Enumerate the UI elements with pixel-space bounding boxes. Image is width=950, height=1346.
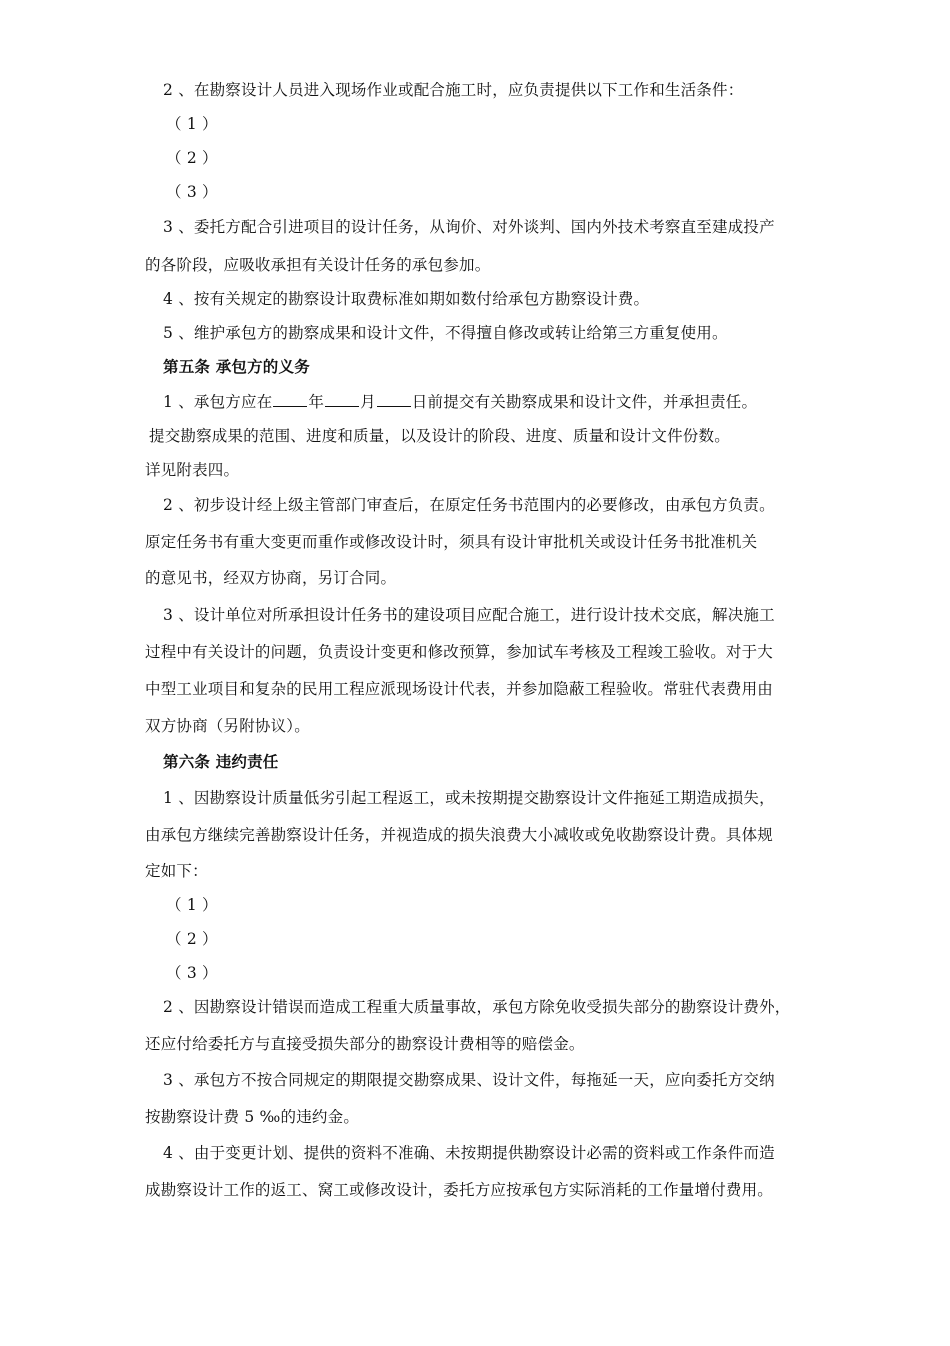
s6-item1-line2: 由承包方继续完善勘察设计任务，并视造成的损失浪费大小减收或免收勘察设计费。具体规 [145,826,774,844]
s5-item1-month: 月 [360,393,376,411]
s5-item1-line1 [163,392,843,412]
s5-item1-year: 年 [308,393,325,411]
s4-item2: 2 、在勘察设计人员进入现场作业或配合施工时，应负责提供以下工作和生活条件： [163,81,744,99]
s4-sub1: （ 1 ） [166,115,218,133]
s4-sub2: （ 2 ） [166,149,218,167]
month-blank [325,392,359,407]
s4-item3-line2: 的各阶段，应吸收承担有关设计任务的承包参加。 [145,256,491,274]
s4-sub3: （ 3 ） [166,183,218,201]
s5-item2-line3: 的意见书，经双方协商，另订合同。 [145,569,397,587]
s5-item3-line3: 中型工业项目和复杂的民用工程应派现场设计代表，并参加隐蔽工程验收。常驻代表费用由 [145,680,774,698]
s5-item2-line1: 2 、初步设计经上级主管部门审查后，在原定任务书范围内的必要修改，由承包方负责。 [163,496,775,514]
section5-heading: 第五条 承包方的义务 [163,357,310,376]
s5-item1-line3: 详见附表四。 [145,461,240,479]
s6-item1-line1: 1 、因勘察设计质量低劣引起工程返工，或未按期提交勘察设计文件拖延工期造成损失， [163,789,775,807]
year-blank [273,392,307,407]
s5-item3-line4: 双方协商（另附协议）。 [145,717,310,735]
s6-item4-line2: 成勘察设计工作的返工、窝工或修改设计，委托方应按承包方实际消耗的工作量增付费用。 [145,1181,774,1199]
s6-item3-line1: 3 、承包方不按合同规定的期限提交勘察成果、设计文件，每拖延一天，应向委托方交纳 [163,1071,775,1089]
s6-item3-line2: 按勘察设计费 5 ‰的违约金。 [145,1108,360,1126]
s6-item2-line2: 还应付给委托方与直接受损失部分的勘察设计费相等的赔偿金。 [145,1035,585,1053]
s6-sub1: （ 1 ） [166,896,218,914]
s4-item5: 5 、维护承包方的勘察成果和设计文件，不得擅自修改或转让给第三方重复使用。 [163,324,728,342]
s5-item1-prefix: 1 、承包方应在 [163,393,273,411]
s5-item2-line2: 原定任务书有重大变更而重作或修改设计时，须具有设计审批机关或设计任务书批准机关 [145,533,758,551]
s5-item1-suffix: 日前提交有关勘察成果和设计文件，并承担责任。 [411,393,758,411]
s4-item4: 4 、按有关规定的勘察设计取费标准如期如数付给承包方勘察设计费。 [163,290,650,308]
s6-item4-line1: 4 、由于变更计划、提供的资料不准确、未按期提供勘察设计必需的资料或工作条件而造 [163,1144,775,1162]
s6-item1-line3: 定如下： [145,862,208,880]
section6-heading: 第六条 违约责任 [163,752,279,771]
s6-sub2: （ 2 ） [166,930,218,948]
s4-item3-line1: 3 、委托方配合引进项目的设计任务，从询价、对外谈判、国内外技术考察直至建成投产 [163,218,775,236]
s5-item3-line2: 过程中有关设计的问题，负责设计变更和修改预算，参加试车考核及工程竣工验收。对于大 [145,643,774,661]
s5-item3-line1: 3 、设计单位对所承担设计任务书的建设项目应配合施工，进行设计技术交底，解决施工 [163,606,775,624]
day-blank [377,392,411,407]
s5-item1-line2: 提交勘察成果的范围、进度和质量，以及设计的阶段、进度、质量和设计文件份数。 [149,427,730,445]
s6-item2-line1: 2 、因勘察设计错误而造成工程重大质量事故，承包方除免收受损失部分的勘察设计费外， [163,998,791,1016]
s6-sub3: （ 3 ） [166,964,218,982]
